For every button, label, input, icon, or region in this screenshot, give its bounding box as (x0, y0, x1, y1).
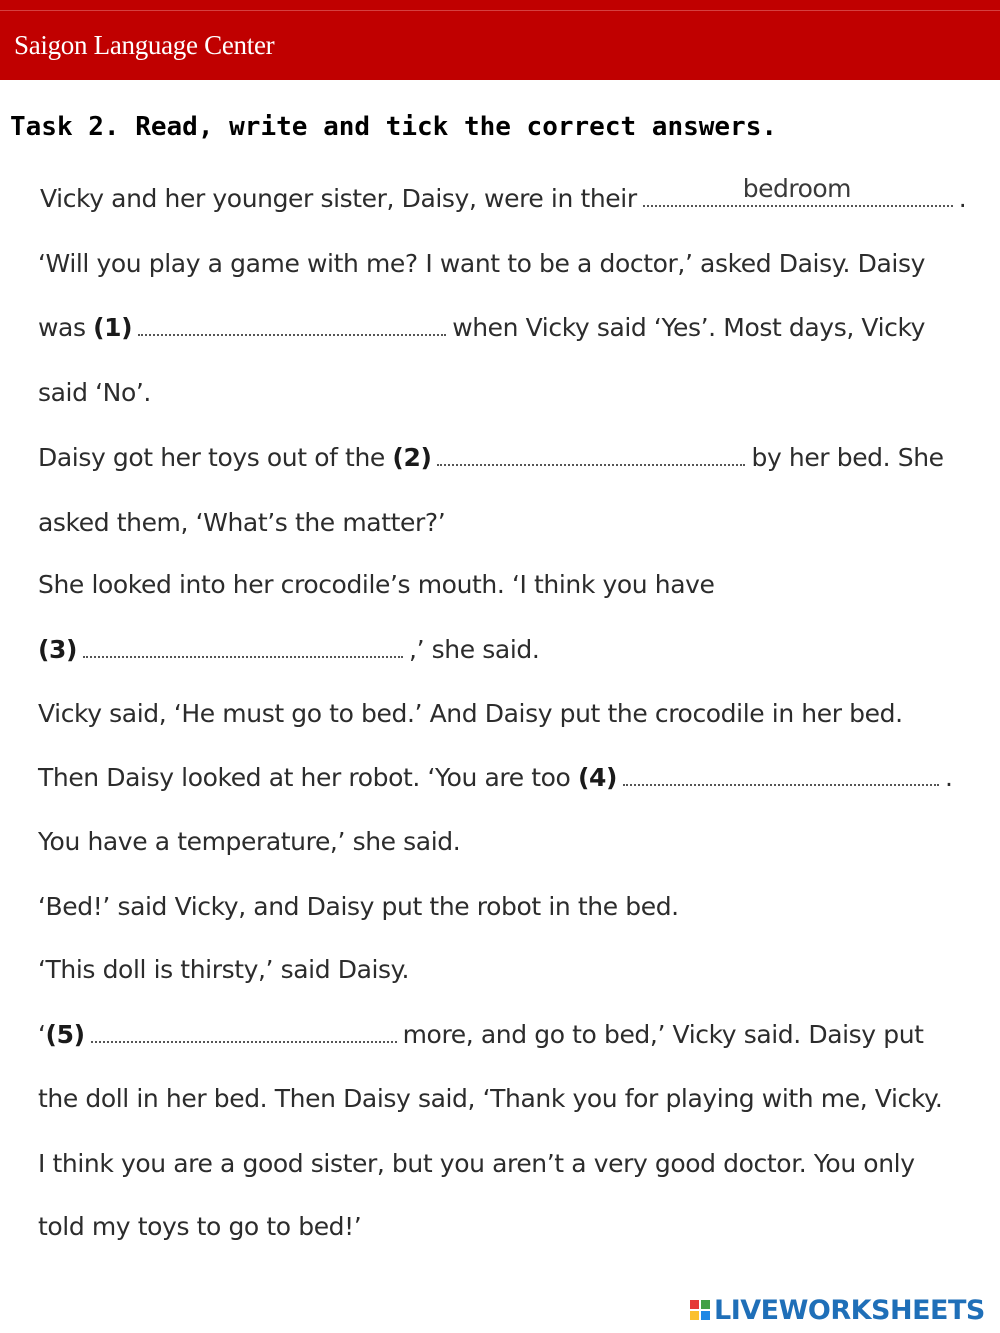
liveworksheets-logo-icon (690, 1300, 710, 1320)
logo-square (690, 1300, 699, 1309)
line-text: the doll in her bed. Then Daisy said, ‘Thank you for playing with me, Vicky. (38, 1084, 943, 1113)
passage-line (38, 1084, 942, 1113)
header-rule (0, 10, 1000, 11)
passage-line (38, 1020, 924, 1049)
answer-blank-5[interactable] (91, 1021, 397, 1043)
passage-line (38, 827, 460, 856)
logo-square (690, 1311, 699, 1320)
line-text: more, and go to bed,’ Vicky said. Daisy put (402, 1020, 924, 1049)
line-text: when Vicky said ‘Yes’. Most days, Vicky (452, 313, 926, 342)
passage-line (38, 313, 925, 342)
question-number: (4) (578, 763, 618, 792)
logo-square (701, 1300, 710, 1309)
center-name: Saigon Language Center (14, 30, 275, 60)
question-number: (2) (392, 443, 432, 472)
passage-line (40, 174, 967, 213)
line-text: . (945, 763, 953, 792)
passage-line (38, 892, 679, 921)
task-title: Task 2. Read, write and tick the correct answers. (10, 112, 778, 142)
passage-line (38, 763, 953, 792)
passage-line (38, 1149, 915, 1178)
passage-line (38, 249, 925, 278)
line-text: ‘Bed!’ said Vicky, and Daisy put the robot in the bed. (38, 892, 679, 921)
line-text: Daisy got her toys out of the (38, 443, 385, 472)
line-text: You have a temperature,’ she said. (38, 827, 461, 856)
header-band (0, 0, 1000, 80)
answer-blank-2[interactable] (437, 444, 745, 466)
passage-line (38, 635, 539, 664)
passage-line (38, 443, 944, 472)
question-number: (3) (38, 635, 78, 664)
line-text: Then Daisy looked at her robot. ‘You are too (38, 763, 571, 792)
line-text: was (38, 313, 86, 342)
line-text: told my toys to go to bed!’ (38, 1212, 362, 1241)
answer-blank-1[interactable] (138, 314, 446, 336)
passage-line (38, 508, 445, 537)
passage-line (38, 1212, 361, 1241)
question-number: (5) (45, 1020, 85, 1049)
question-number: (1) (93, 313, 133, 342)
line-text: ‘This doll is thirsty,’ said Daisy. (38, 955, 410, 984)
example-answer: bedroom (742, 174, 852, 203)
passage-line (38, 570, 715, 599)
line-text: ‘Will you play a game with me? I want to be a doctor,’ asked Daisy. Daisy (38, 249, 925, 278)
passage-line (38, 378, 151, 407)
passage-line (38, 955, 409, 984)
logo-square (701, 1311, 710, 1320)
line-text: She looked into her crocodile’s mouth. ‘I think you have (38, 570, 715, 599)
line-text: Vicky and her younger sister, Daisy, were in their (40, 184, 637, 213)
liveworksheets-logo[interactable] (690, 1293, 985, 1327)
line-text: asked them, ‘What’s the matter?’ (38, 508, 446, 537)
answer-blank-3[interactable] (83, 636, 403, 658)
passage-line (38, 699, 903, 728)
line-text: Vicky said, ‘He must go to bed.’ And Daisy put the crocodile in her bed. (38, 699, 903, 728)
line-text: said ‘No’. (38, 378, 151, 407)
line-text: ,’ she said. (409, 635, 540, 664)
answer-blank-example[interactable] (643, 174, 953, 207)
line-text: ‘ (38, 1020, 46, 1049)
line-text: I think you are a good sister, but you aren’t a very good doctor. You only (38, 1149, 915, 1178)
answer-blank-4[interactable] (623, 764, 939, 786)
line-text: . (958, 184, 967, 213)
line-text: by her bed. She (751, 443, 944, 472)
logo-text: LIVEWORKSHEETS (714, 1294, 985, 1326)
